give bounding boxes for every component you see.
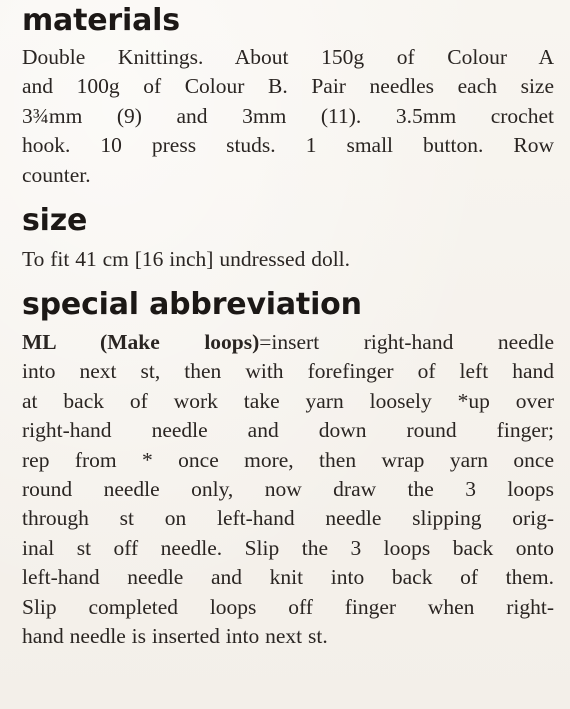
materials-line: counter. — [22, 162, 91, 187]
abbreviation-line: through st on left-hand needle slipping orig- — [22, 506, 554, 531]
size-line: To fit 41 cm [16 inch] undressed doll. — [22, 247, 351, 271]
abbreviation-line: at back of work take yarn loosely *up over — [22, 388, 554, 413]
abbreviation-line: left-hand needle and knit into back of them. — [22, 565, 554, 590]
special-abbreviation-section — [22, 288, 554, 651]
size-heading: size — [22, 203, 88, 238]
special-abbreviation-heading: special abbreviation — [22, 287, 362, 322]
materials-line: hook. 10 press studs. 1 small button. Row — [22, 133, 554, 158]
abbreviation-line: right-hand needle and down round finger; — [22, 418, 554, 443]
materials-line: and 100g of Colour B. Pair needles each size — [22, 74, 554, 99]
abbreviation-line: Slip completed loops off finger when right- — [22, 594, 554, 619]
materials-line: 3¾mm (9) and 3mm (11). 3.5mm crochet — [22, 103, 554, 128]
abbreviation-line: inal st off needle. Slip the 3 loops back onto — [22, 535, 554, 560]
materials-line: Double Knittings. About 150g of Colour A — [22, 45, 554, 69]
materials-text — [22, 43, 554, 190]
abbreviation-term: ML (Make loops) — [22, 330, 260, 354]
materials-heading: materials — [22, 3, 180, 38]
special-abbreviation-text — [22, 328, 554, 651]
abbreviation-definition-start: =insert right-hand needle — [259, 330, 554, 354]
size-section — [22, 204, 554, 274]
abbreviation-line: rep from * once more, then wrap yarn once — [22, 447, 554, 472]
abbreviation-first-line — [22, 328, 554, 357]
abbreviation-line: round needle only, now draw the 3 loops — [22, 477, 554, 502]
materials-section — [22, 4, 554, 190]
abbreviation-line: hand needle is inserted into next st. — [22, 624, 328, 649]
size-text — [22, 245, 554, 274]
abbreviation-line: into next st, then with forefinger of left hand — [22, 359, 554, 384]
